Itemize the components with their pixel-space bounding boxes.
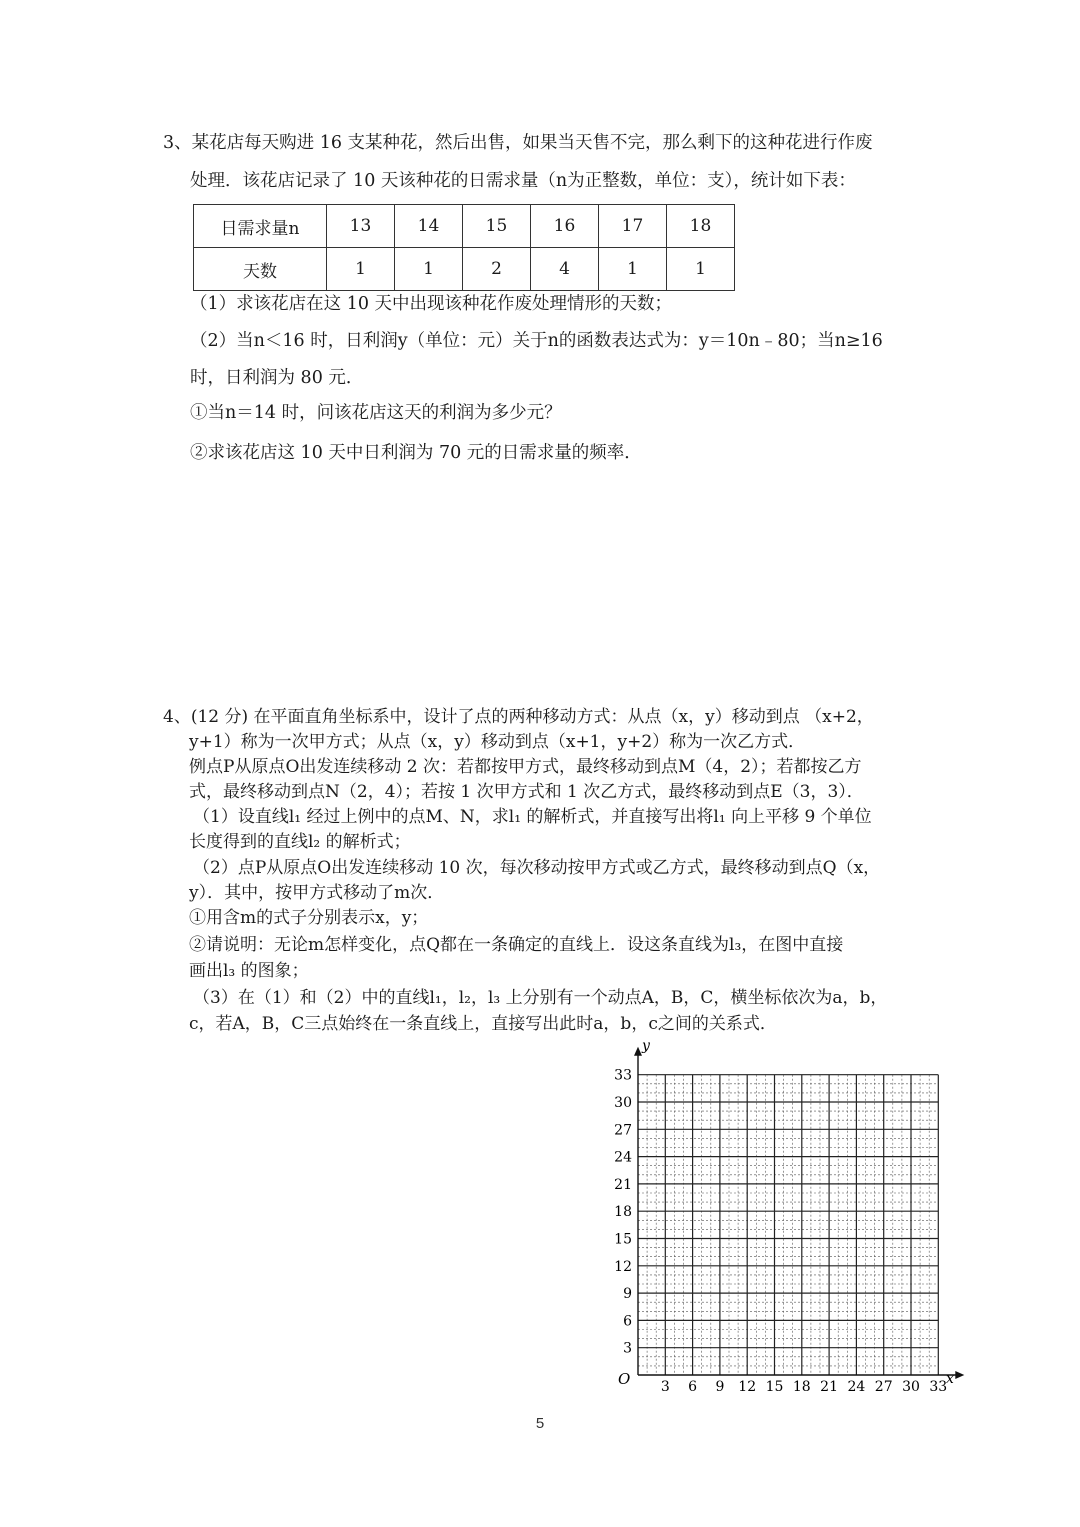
x-tick-label: 9 [715, 1379, 725, 1395]
q4-part-1: （1）设直线l₁ 经过上例中的点M、N，求l₁ 的解析式，并直接写出将l₁ 向上平移 9 个单位 [193, 807, 872, 827]
q3-line-1: 3、某花店每天购进 16 支某种花，然后出售，如果当天售不完，那么剩下的这种花进行作废 [163, 133, 873, 153]
q4-line-3: 例点P从原点O出发连续移动 2 次：若都按甲方式，最终移动到点M（4，2）；若都按乙方 [189, 757, 862, 777]
q4-line-1: 4、(12 分) 在平面直角坐标系中，设计了点的两种移动方式：从点（x，y）移动到点 （x+2， [163, 707, 874, 727]
page-number: 5 [535, 1415, 545, 1432]
table-cell: 1 [599, 248, 667, 291]
tick-labels [614, 1068, 947, 1395]
table-row [194, 205, 735, 248]
table-cell: 日需求量n [194, 205, 327, 248]
table-cell: 1 [395, 248, 463, 291]
q3-sub-1: ①当n＝14 时，问该花店这天的利润为多少元？ [190, 403, 562, 423]
y-axis-label: y [642, 1038, 650, 1054]
table-cell: 13 [327, 205, 395, 248]
y-tick-label: 21 [614, 1176, 632, 1193]
x-tick-label: 6 [688, 1379, 698, 1395]
y-tick-label: 15 [614, 1231, 632, 1248]
x-axis-label: x [946, 1371, 954, 1387]
q3-part-2-cont: 时，日利润为 80 元． [190, 368, 364, 388]
y-tick-label: 27 [614, 1122, 632, 1139]
y-tick-label: 6 [623, 1313, 632, 1330]
x-tick-label: 18 [792, 1379, 811, 1395]
q3-part-1: （1）求该花店在这 10 天中出现该种花作废处理情形的天数； [190, 294, 673, 314]
x-tick-label: 27 [874, 1379, 893, 1395]
x-tick-label: 30 [902, 1379, 920, 1395]
table-row [194, 248, 735, 291]
y-tick-label: 30 [614, 1095, 632, 1111]
origin-label: O [618, 1370, 631, 1388]
y-tick-label: 33 [614, 1067, 632, 1084]
q4-part-3-cont: c，若A，B，C三点始终在一条直线上，直接写出此时a，b，c之间的关系式． [189, 1014, 777, 1034]
y-axis-arrow [634, 1047, 642, 1056]
q4-line-4: 式，最终移动到点N（2，4）；若按 1 次甲方式和 1 次乙方式，最终移动到点E（3，3）． [189, 782, 864, 802]
y-tick-label: 12 [614, 1258, 632, 1275]
y-tick-label: 24 [614, 1149, 632, 1166]
table-cell: 14 [395, 205, 463, 248]
q4-sub-2: ②请说明：无论m怎样变化，点Q都在一条确定的直线上．设这条直线为l₃，在图中直接 [189, 935, 844, 955]
q4-sub-1: ①用含m的式子分别表示x，y； [189, 908, 429, 928]
q4-part-2-cont: y）．其中，按甲方式移动了m次． [189, 883, 445, 903]
q3-sub-2: ②求该花店这 10 天中日利润为 70 元的日需求量的频率． [190, 443, 642, 463]
table-cell: 1 [327, 248, 395, 291]
q4-part-1-cont: 长度得到的直线l₂ 的解析式； [189, 832, 411, 852]
x-tick-label: 12 [738, 1379, 757, 1395]
table-cell: 天数 [194, 248, 327, 291]
q3-part-2: （2）当n＜16 时，日利润y（单位：元）关于n的函数表达式为：y＝10n﹣80；当n≥16 [190, 331, 883, 351]
y-tick-label: 9 [623, 1286, 632, 1303]
x-tick-label: 21 [820, 1379, 839, 1395]
q4-line-2: y+1）称为一次甲方式；从点（x，y）移动到点（x+1，y+2）称为一次乙方式． [189, 732, 806, 752]
grid-major-lines [638, 1075, 938, 1375]
q4-part-2: （2）点P从原点O出发连续移动 10 次，每次移动按甲方式或乙方式，最终移动到点Q（x， [193, 858, 881, 878]
table-cell: 2 [463, 248, 531, 291]
table-cell: 1 [667, 248, 735, 291]
x-axis-arrow [955, 1371, 964, 1379]
x-tick-label: 33 [929, 1379, 948, 1395]
coordinate-grid [600, 1036, 970, 1401]
x-tick-label: 15 [765, 1379, 784, 1395]
x-tick-label: 3 [660, 1379, 670, 1395]
demand-table [193, 204, 735, 291]
q4-part-3: （3）在（1）和（2）中的直线l₁，l₂，l₃ 上分别有一个动点A，B，C，横坐标依次为a，b， [193, 988, 888, 1008]
q3-line-2: 处理．该花店记录了 10 天该种花的日需求量（n为正整数，单位：支），统计如下表： [190, 171, 856, 191]
grid-minor-lines [638, 1075, 938, 1375]
table-cell: 18 [667, 205, 735, 248]
q4-sub-2-cont: 画出l₃ 的图象； [189, 961, 309, 981]
table-cell: 16 [531, 205, 599, 248]
y-tick-label: 3 [623, 1340, 632, 1357]
x-tick-label: 24 [847, 1379, 866, 1395]
table-cell: 15 [463, 205, 531, 248]
y-tick-label: 18 [614, 1204, 632, 1221]
table-cell: 4 [531, 248, 599, 291]
table-cell: 17 [599, 205, 667, 248]
